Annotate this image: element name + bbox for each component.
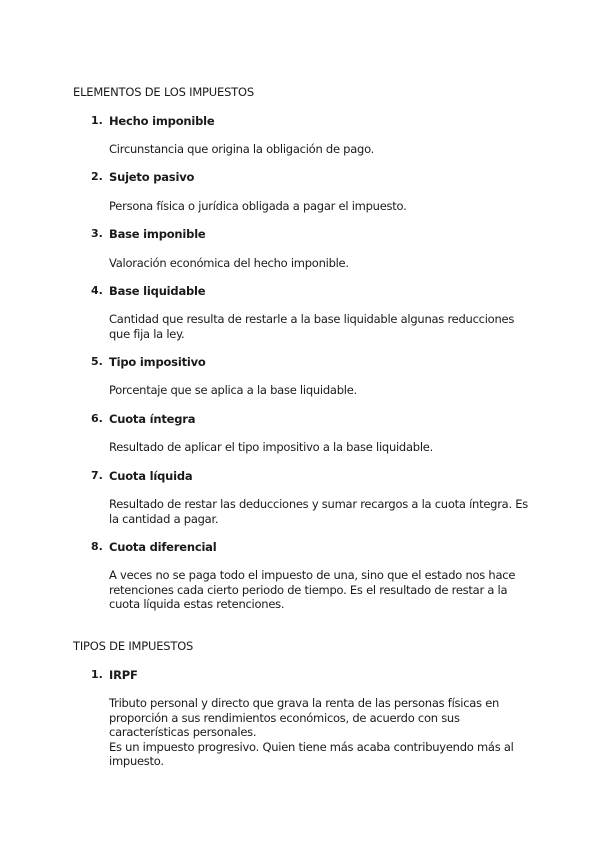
list-item-description: A veces no se paga todo el impuesto de una, sino que el estado nos hace retenciones cada cierto periodo de tiempo. Es el resultado de restar a la cuota líquida estas retenciones.	[109, 568, 516, 611]
list-item-title: Tipo impositivo	[109, 355, 206, 369]
description-paragraph: Es un impuesto progresivo. Quien tiene más acaba contribuyendo más al impuesto.	[109, 739, 514, 768]
section-heading-elementos: ELEMENTOS DE LOS IMPUESTOS	[73, 85, 254, 99]
list-item-number: 7.	[91, 469, 103, 482]
list-item-description: Persona física o jurídica obligada a pagar el impuesto.	[109, 199, 407, 213]
list-item-number: 2.	[91, 170, 103, 183]
list-item-description: Resultado de restar las deducciones y sumar recargos a la cuota íntegra. Es la cantidad a pagar.	[109, 497, 529, 526]
list-item-number: 3.	[91, 227, 103, 240]
list-item-title: IRPF	[109, 668, 138, 682]
list-item-title: Cuota diferencial	[109, 540, 217, 554]
list-item-description: Cantidad que resulta de restarle a la base liquidable algunas reducciones que fija la ley.	[109, 312, 515, 341]
list-item-number: 1.	[91, 668, 103, 681]
list-item-description	[109, 696, 529, 769]
list-item-number: 8.	[91, 540, 103, 553]
list-item-title: Base imponible	[109, 227, 206, 241]
list-item-number: 5.	[91, 355, 103, 368]
list-item-description: Valoración económica del hecho imponible.	[109, 256, 349, 270]
list-item-number: 6.	[91, 412, 103, 425]
list-item-title: Base liquidable	[109, 284, 206, 298]
list-item-title: Cuota íntegra	[109, 412, 196, 426]
section-heading-tipos: TIPOS DE IMPUESTOS	[73, 639, 194, 653]
list-item-title: Hecho imponible	[109, 114, 215, 128]
list-item-description: Porcentaje que se aplica a la base liquidable.	[109, 383, 357, 397]
list-item-description: Resultado de aplicar el tipo impositivo a la base liquidable.	[109, 440, 433, 454]
description-paragraph: Tributo personal y directo que grava la renta de las personas físicas en proporción a sus rendimientos económicos, de acuerdo con sus características personales.	[109, 696, 500, 739]
list-item-title: Cuota líquida	[109, 469, 193, 483]
list-item-number: 1.	[91, 114, 103, 127]
list-item-title: Sujeto pasivo	[109, 170, 195, 184]
list-item-number: 4.	[91, 284, 103, 297]
list-item-description: Circunstancia que origina la obligación de pago.	[109, 142, 375, 156]
